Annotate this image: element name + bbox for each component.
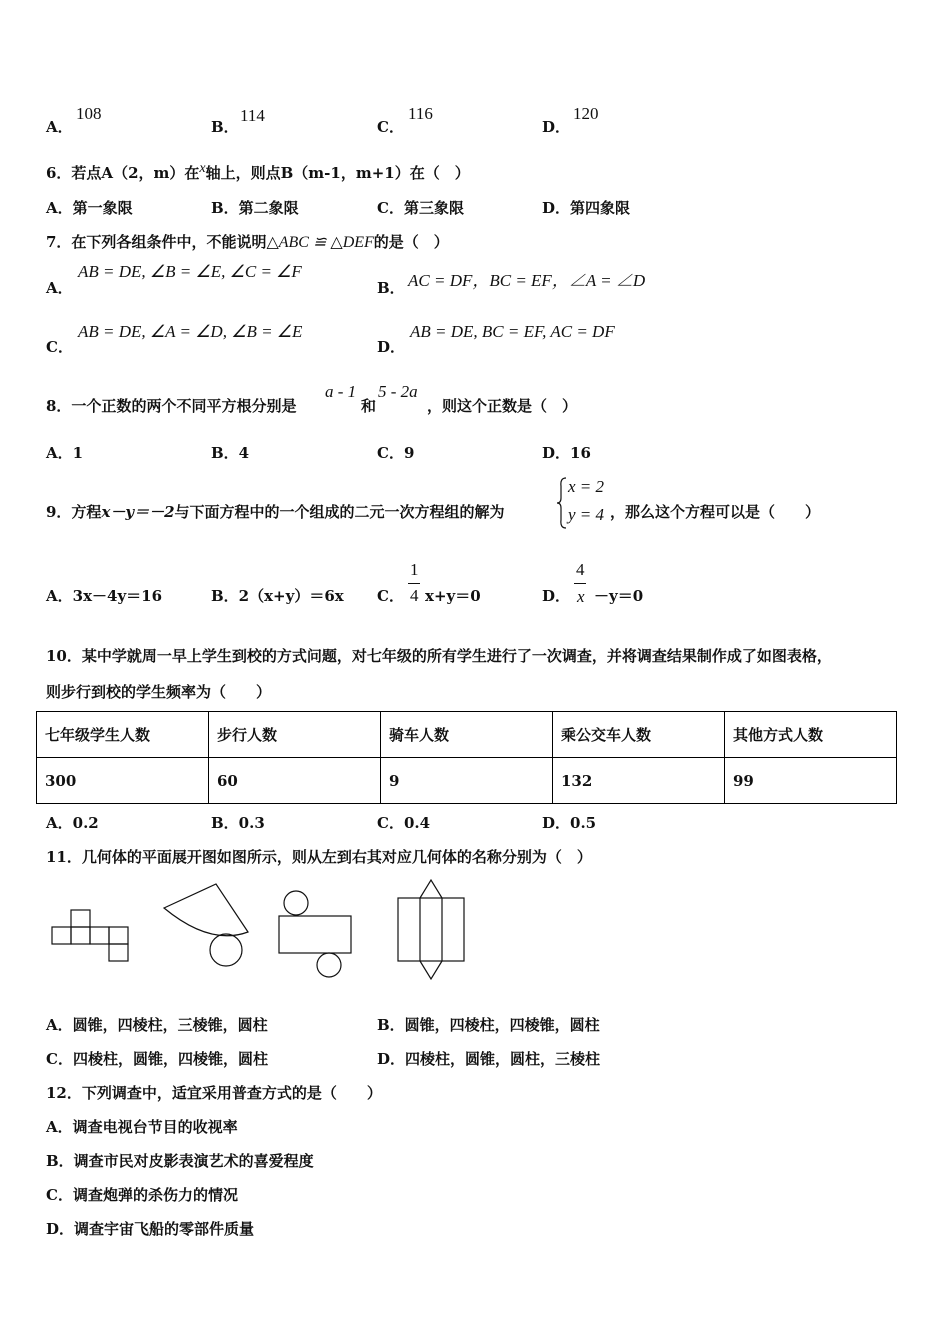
q10-option-d: D．0.5 (542, 814, 597, 832)
q11-option-a: A．圆锥，四棱柱，三棱锥，圆柱 (46, 1016, 268, 1034)
q9-option-d-denominator: x (577, 587, 585, 606)
fraction-bar (574, 583, 586, 584)
table-header-cell: 骑车人数 (381, 712, 553, 758)
q8-stem-end: ，则这个正数是（ ） (427, 397, 578, 415)
q7-label-b: B． (377, 279, 405, 297)
q10-stem-line1: 10．某中学就周一早上学生到校的方式问题，对七年级的所有学生进行了一次调查，并将调查结果制作成了如图表格， (46, 647, 832, 665)
table-header-cell: 步行人数 (209, 712, 381, 758)
q7-stem (46, 231, 449, 252)
q8-expr2: 5 - 2a (378, 382, 418, 401)
q8-option-b: B．4 (211, 444, 250, 462)
cylinder-net-icon (279, 891, 351, 977)
q11-option-c: C．四棱柱，圆锥，四棱锥，圆柱 (46, 1050, 268, 1068)
q7-formula-c: AB = DE, ∠A = ∠D, ∠B = ∠E (78, 322, 303, 341)
q9-equation: x－y＝－2 (101, 503, 175, 521)
q7-math: △ABC ≌ △DEF (266, 234, 374, 251)
q9-option-a: A．3x－4y＝16 (46, 587, 163, 605)
q6-stem (46, 162, 470, 183)
q7-label-d: D． (377, 338, 406, 356)
q11-option-b: B．圆锥，四棱柱，四棱锥，圆柱 (377, 1016, 600, 1034)
table-header-cell: 乘公交车人数 (553, 712, 725, 758)
q9-option-c-label: C． (377, 587, 404, 605)
q9-option-d-rest: －y＝0 (594, 587, 644, 605)
table-cell: 60 (209, 758, 381, 804)
q9-system-eq1: x = 2 (568, 477, 605, 496)
option-label: B． (211, 118, 239, 136)
table-cell: 132 (553, 758, 725, 804)
q6-stem-end: 轴上，则点B（m-1，m+1）在（ ） (205, 164, 470, 182)
q7-formula-a: AB = DE, ∠B = ∠E, ∠C = ∠F (78, 262, 302, 281)
q8-option-d: D．16 (542, 444, 591, 462)
q6-option-a: A．第一象限 (46, 199, 133, 217)
triangular-prism-net-icon (398, 880, 464, 979)
q7-label-a: A． (46, 279, 73, 297)
q12-option-a: A．调查电视台节目的收视率 (46, 1118, 238, 1136)
q9-option-c-numerator: 1 (410, 560, 419, 579)
q7-formula-d: AB = DE, BC = EF, AC = DF (410, 322, 615, 341)
q7-stem-end: 的是（ ） (373, 233, 449, 251)
q7-formula-b: AC = DF，BC = EF，∠A = ∠D (408, 271, 646, 290)
q9-system-eq2: y = 4 (568, 505, 605, 524)
q9-stem-mid: 与下面方程中的一个组成的二元一次方程组的解为 (174, 503, 505, 521)
q6-option-c: C．第三象限 (377, 199, 464, 217)
option-value: 114 (240, 106, 265, 125)
q12-option-b: B．调查市民对皮影表演艺术的喜爱程度 (46, 1152, 314, 1170)
table-cell: 99 (725, 758, 897, 804)
q9-stem (46, 501, 505, 522)
q9-option-c-denominator: 4 (410, 586, 419, 605)
option-value: 108 (76, 104, 102, 123)
q10-option-a: A．0.2 (46, 814, 99, 832)
option-label: A． (46, 118, 73, 136)
q6-stem-start: 6．若点A（2，m）在 (46, 164, 200, 182)
q6-option-d: D．第四象限 (542, 199, 631, 217)
q6-option-b: B．第二象限 (211, 199, 299, 217)
q10-stem-line2: 则步行到校的学生频率为（ ） (46, 683, 272, 701)
q7-stem-start: 7．在下列各组条件中，不能说明 (46, 233, 267, 251)
cone-net-icon (164, 884, 248, 966)
table-row (37, 758, 897, 804)
table-header-row (37, 712, 897, 758)
q11-option-d: D．四棱柱，圆锥，圆柱，三棱柱 (377, 1050, 601, 1068)
q10-option-c: C．0.4 (377, 814, 431, 832)
option-value: 116 (408, 104, 433, 123)
q12-option-d: D．调查宇宙飞船的零部件质量 (46, 1220, 255, 1238)
q12-option-c: C．调查炮弹的杀伤力的情况 (46, 1186, 238, 1204)
q9-brace-icon (556, 476, 568, 530)
q12-stem: 12．下列调查中，适宜采用普查方式的是（ ） (46, 1084, 382, 1102)
survey-table (36, 711, 897, 804)
table-header-cell: 其他方式人数 (725, 712, 897, 758)
table-cell: 300 (37, 758, 209, 804)
q8-mid: 和 (361, 397, 377, 415)
option-label: C． (377, 118, 404, 136)
q9-stem-start: 9．方程 (46, 503, 102, 521)
q10-option-b: B．0.3 (211, 814, 265, 832)
q9-option-b: B．2（x+y）＝6x (211, 587, 344, 605)
q8-expr1: a - 1 (325, 382, 357, 401)
table-header-cell: 七年级学生人数 (37, 712, 209, 758)
fraction-bar (408, 583, 420, 584)
q11-nets-figure (48, 876, 478, 986)
q8-stem-start: 8．一个正数的两个不同平方根分别是 (46, 397, 297, 415)
q9-option-c-rest: x+y＝0 (425, 587, 481, 605)
q7-label-c: C． (46, 338, 73, 356)
option-value: 120 (573, 104, 599, 123)
q6-variable: x (199, 161, 206, 176)
q9-stem-end: ，那么这个方程可以是（ ） (610, 503, 821, 521)
q8-option-c: C．9 (377, 444, 415, 462)
table-cell: 9 (381, 758, 553, 804)
q9-option-d-label: D． (542, 587, 571, 605)
cube-net-icon (52, 910, 128, 961)
q11-stem: 11．几何体的平面展开图如图所示，则从左到右其对应几何体的名称分别为（ ） (46, 848, 592, 866)
option-label: D． (542, 118, 571, 136)
q9-option-d-numerator: 4 (576, 560, 585, 579)
q8-option-a: A．1 (46, 444, 84, 462)
